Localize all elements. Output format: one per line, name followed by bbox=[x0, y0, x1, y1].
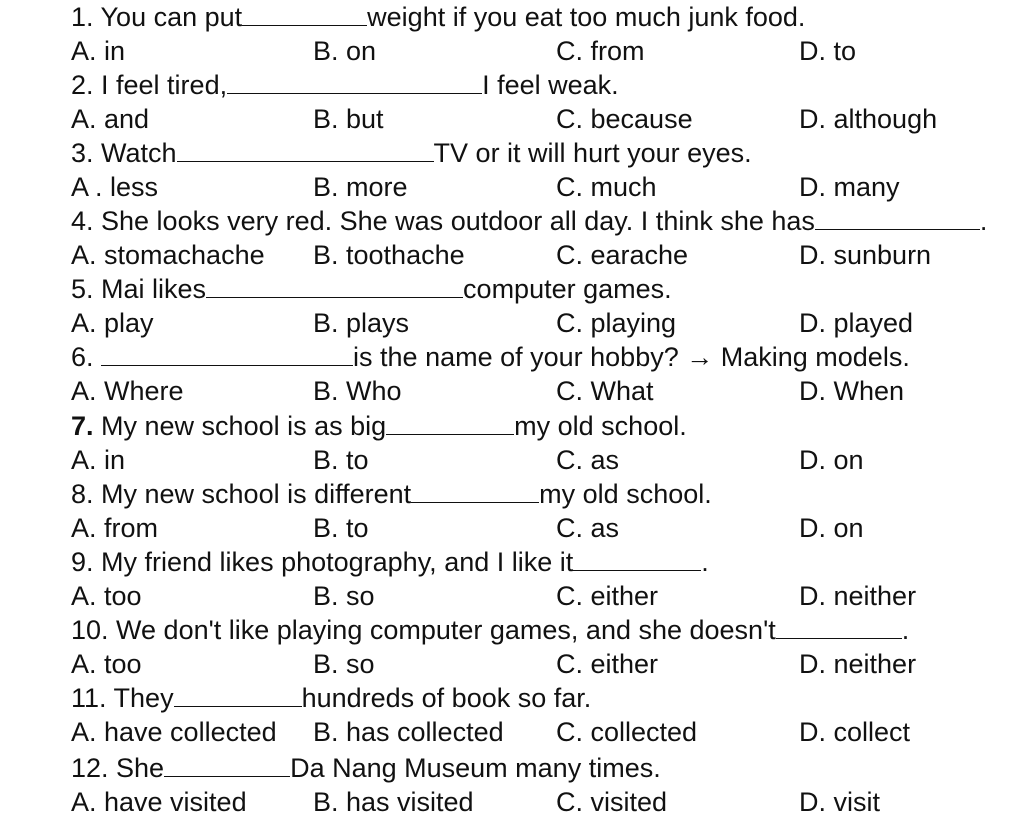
options-row-11 bbox=[0, 715, 1024, 749]
question-4 bbox=[0, 204, 1024, 238]
option-d: D. collect bbox=[799, 717, 911, 747]
options-row-10 bbox=[0, 647, 1024, 681]
option-d: D. visit bbox=[799, 787, 880, 817]
answer-blank bbox=[411, 480, 539, 503]
option-a: A. have collected bbox=[71, 717, 277, 747]
answer-blank bbox=[177, 139, 434, 162]
options-row-9 bbox=[0, 579, 1024, 613]
question-stem bbox=[71, 68, 619, 102]
option-d: D. on bbox=[799, 445, 864, 475]
option-d: D. to bbox=[799, 36, 857, 66]
option-c: C. playing bbox=[556, 308, 677, 338]
options-row-4 bbox=[0, 238, 1024, 272]
stem-before: 5. Mai likes bbox=[71, 274, 207, 304]
stem-after: my old school. bbox=[514, 411, 687, 441]
option-d: D. sunburn bbox=[799, 240, 932, 270]
option-d: D. many bbox=[799, 172, 900, 202]
option-b: B. more bbox=[313, 172, 408, 202]
question-stem bbox=[71, 272, 672, 306]
option-c: C. What bbox=[556, 376, 654, 406]
options-row-8 bbox=[0, 511, 1024, 545]
question-stem bbox=[71, 751, 661, 785]
question-3 bbox=[0, 136, 1024, 170]
stem-after: weight if you eat too much junk food. bbox=[367, 2, 806, 32]
question-stem bbox=[71, 545, 709, 579]
option-b: B. but bbox=[313, 104, 384, 134]
option-d: D. neither bbox=[799, 649, 917, 679]
option-a: A. have visited bbox=[71, 787, 247, 817]
options-row-3 bbox=[0, 170, 1024, 204]
option-b: B. Who bbox=[313, 376, 402, 406]
option-a: A. stomachache bbox=[71, 240, 265, 270]
question-11 bbox=[0, 681, 1024, 715]
option-c: C. as bbox=[556, 445, 620, 475]
option-d: D. on bbox=[799, 513, 864, 543]
options-row-12 bbox=[0, 785, 1024, 819]
answer-blank bbox=[815, 207, 980, 230]
option-b: B. to bbox=[313, 513, 369, 543]
stem-after: is the name of your hobby? → Making models. bbox=[353, 342, 910, 372]
option-b: B. so bbox=[313, 649, 375, 679]
answer-blank bbox=[242, 3, 367, 26]
option-c: C. earache bbox=[556, 240, 689, 270]
option-a: A. play bbox=[71, 308, 154, 338]
question-10 bbox=[0, 613, 1024, 647]
option-c: C. from bbox=[556, 36, 645, 66]
options-row-2 bbox=[0, 102, 1024, 136]
question-stem bbox=[71, 613, 909, 647]
stem-before: 9. My friend likes photography, and I like it bbox=[71, 547, 574, 577]
option-c: C. because bbox=[556, 104, 693, 134]
stem-before: 10. We don't like playing computer games, and she doesn't bbox=[71, 615, 776, 645]
option-c: C. collected bbox=[556, 717, 698, 747]
options-row-5 bbox=[0, 306, 1024, 340]
stem-before: 8. My new school is different bbox=[71, 479, 412, 509]
option-c: C. visited bbox=[556, 787, 668, 817]
option-a: A. Where bbox=[71, 376, 184, 406]
option-d: D. played bbox=[799, 308, 914, 338]
answer-blank bbox=[174, 684, 302, 707]
options-row-6 bbox=[0, 374, 1024, 408]
question-8 bbox=[0, 477, 1024, 511]
answer-blank bbox=[164, 754, 290, 777]
options-row-7 bbox=[0, 443, 1024, 477]
answer-blank bbox=[776, 616, 902, 639]
stem-before: 11. They bbox=[71, 683, 174, 713]
stem-after: computer games. bbox=[463, 274, 672, 304]
question-stem bbox=[71, 340, 910, 374]
question-6 bbox=[0, 340, 1024, 374]
question-number: 7. bbox=[71, 411, 94, 441]
option-a: A. from bbox=[71, 513, 159, 543]
question-12 bbox=[0, 751, 1024, 785]
answer-blank bbox=[101, 343, 353, 366]
question-stem bbox=[71, 136, 752, 170]
question-5 bbox=[0, 272, 1024, 306]
option-b: B. to bbox=[313, 445, 369, 475]
answer-blank bbox=[386, 412, 514, 435]
option-d: D. although bbox=[799, 104, 938, 134]
stem-before: My new school is as big bbox=[93, 411, 387, 441]
stem-after: I feel weak. bbox=[482, 70, 619, 100]
option-c: C. as bbox=[556, 513, 620, 543]
question-stem bbox=[71, 0, 805, 34]
option-b: B. toothache bbox=[313, 240, 465, 270]
option-c: C. either bbox=[556, 581, 659, 611]
question-stem bbox=[71, 477, 712, 511]
question-stem bbox=[71, 681, 591, 715]
stem-after: Da Nang Museum many times. bbox=[290, 753, 661, 783]
answer-blank bbox=[573, 548, 701, 571]
stem-after: . bbox=[701, 547, 709, 577]
option-d: D. When bbox=[799, 376, 905, 406]
option-a: A. in bbox=[71, 36, 126, 66]
option-a: A. too bbox=[71, 581, 142, 611]
stem-before: 6. bbox=[71, 342, 102, 372]
stem-after: my old school. bbox=[539, 479, 712, 509]
option-c: C. either bbox=[556, 649, 659, 679]
option-b: B. on bbox=[313, 36, 377, 66]
answer-blank bbox=[227, 71, 482, 94]
question-stem bbox=[71, 409, 687, 443]
option-b: B. has collected bbox=[313, 717, 504, 747]
stem-before: 3. Watch bbox=[71, 138, 177, 168]
options-row-1 bbox=[0, 34, 1024, 68]
stem-before: 2. I feel tired, bbox=[71, 70, 228, 100]
option-a: A. too bbox=[71, 649, 142, 679]
option-b: B. plays bbox=[313, 308, 410, 338]
option-a: A . less bbox=[71, 172, 159, 202]
option-c: C. much bbox=[556, 172, 657, 202]
question-7 bbox=[0, 409, 1024, 443]
question-2 bbox=[0, 68, 1024, 102]
option-a: A. and bbox=[71, 104, 150, 134]
option-a: A. in bbox=[71, 445, 126, 475]
stem-after: . bbox=[979, 206, 988, 236]
question-9 bbox=[0, 545, 1024, 579]
stem-after: hundreds of book so far. bbox=[301, 683, 592, 713]
question-stem bbox=[71, 204, 987, 238]
stem-after: TV or it will hurt your eyes. bbox=[433, 138, 752, 168]
stem-after: . bbox=[901, 615, 910, 645]
option-b: B. so bbox=[313, 581, 375, 611]
question-1 bbox=[0, 0, 1024, 34]
stem-before: 1. You can put bbox=[71, 2, 243, 32]
option-b: B. has visited bbox=[313, 787, 474, 817]
option-d: D. neither bbox=[799, 581, 917, 611]
stem-before: 4. She looks very red. She was outdoor all day. I think she has bbox=[71, 206, 815, 236]
stem-before: 12. She bbox=[71, 753, 165, 783]
answer-blank bbox=[206, 275, 463, 298]
